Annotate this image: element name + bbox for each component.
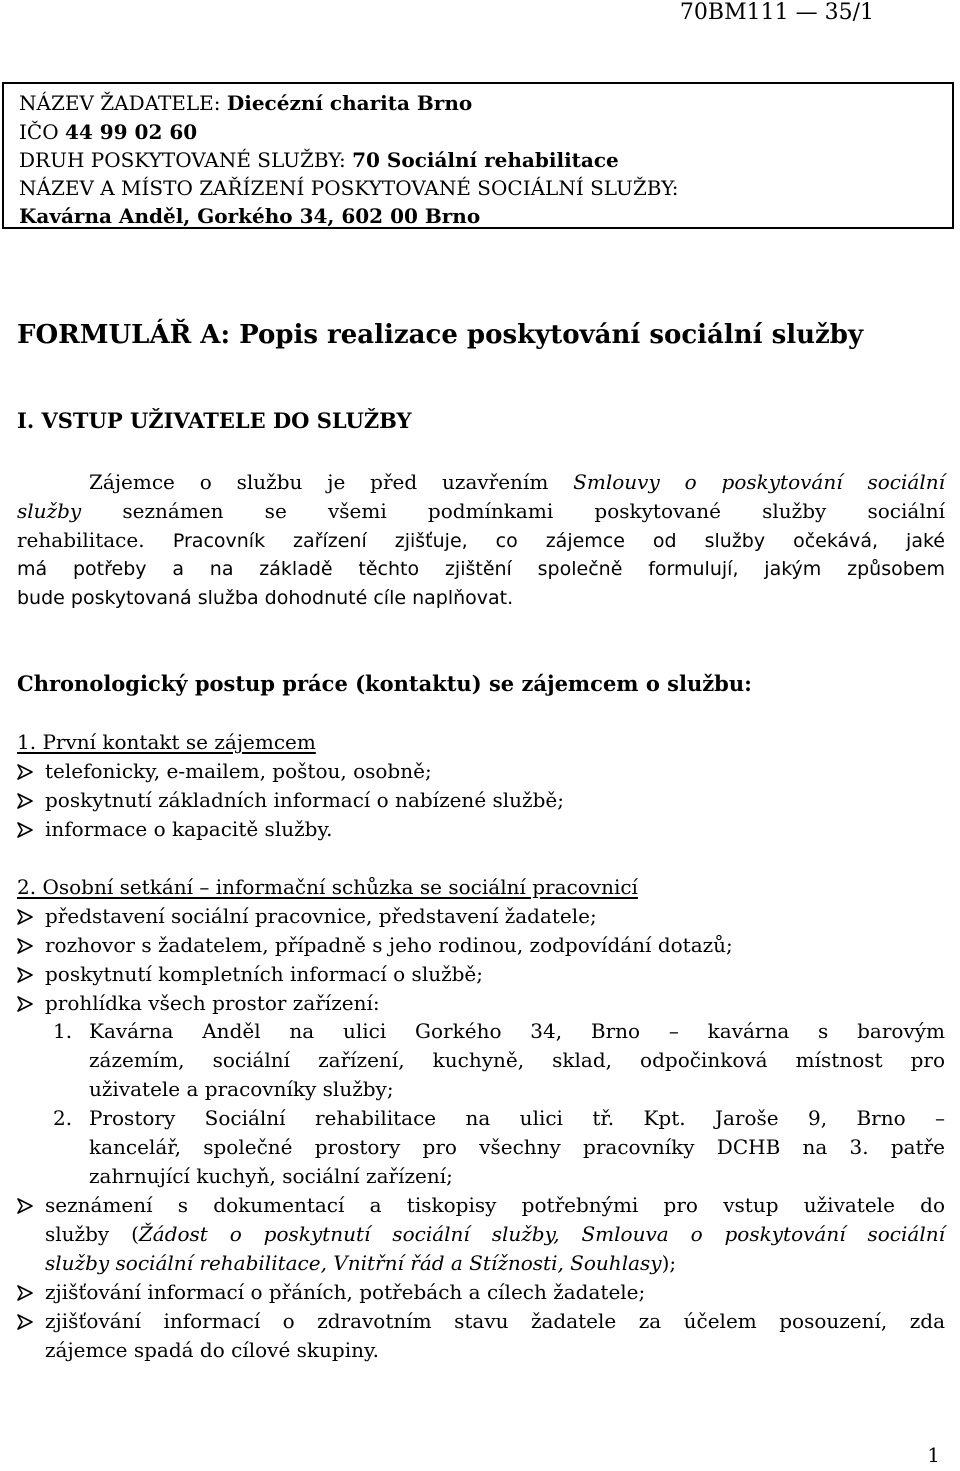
list-item-text: služby ( (45, 1222, 139, 1246)
paragraph-text: Zájemce o službu je před uzavřením (89, 470, 574, 494)
arrow-bullet-icon (17, 822, 33, 838)
applicant-name-line (19, 89, 472, 118)
arrow-bullet-icon (17, 938, 33, 954)
sub-item-number: 2. (53, 1106, 73, 1130)
arrow-bullet-icon (17, 764, 33, 780)
list-item-cont: zájemce spadá do cílové skupiny. (45, 1338, 380, 1362)
paragraph-line: má potřeby a na základě těchto zjištění společně formulují, jakým způsobem (17, 558, 945, 580)
sub-item-line: uživatele a pracovníky služby; (89, 1077, 394, 1101)
list-item: zjišťování informací o zdravotním stavu žadatele za účelem posouzení, zda (45, 1309, 945, 1333)
sub-item-line: kancelář, společné prostory pro všechny pracovníky DCHB na 3. patře (89, 1135, 945, 1159)
arrow-bullet-icon (17, 1198, 33, 1214)
document-names: Žádost o poskytnutí sociální služby, Smlouva o poskytování sociální (138, 1222, 945, 1246)
list-item-cont (45, 1220, 945, 1249)
ico-line (19, 118, 197, 147)
applicant-name-label: NÁZEV ŽADATELE: (19, 91, 227, 115)
applicant-name-value: Diecézní charita Brno (226, 91, 473, 115)
list-item-cont (45, 1249, 676, 1278)
ico-value: 44 99 02 60 (64, 120, 198, 144)
ico-label: IČO (19, 120, 65, 144)
list-item: seznámení s dokumentací a tiskopisy potřebnými pro vstup uživatele do (45, 1193, 945, 1217)
facility-label: NÁZEV A MÍSTO ZAŘÍZENÍ POSKYTOVANÉ SOCIÁLNÍ SLUŽBY: (19, 176, 679, 200)
service-type-value: 70 Sociální rehabilitace (352, 148, 619, 172)
sub-item-line: zahrnující kuchyň, sociální zařízení; (89, 1164, 453, 1188)
step1-title: 1. První kontakt se zájemcem (17, 730, 316, 754)
paragraph-text: seznámen se všemi podmínkami poskytované služby sociální (81, 499, 945, 523)
sub-item-line: Kavárna Anděl na ulici Gorkého 34, Brno – kavárna s barovým (89, 1019, 945, 1043)
list-item: poskytnutí kompletních informací o službě; (45, 962, 484, 986)
step2-title: 2. Osobní setkání – informační schůzka se sociální pracovnicí (17, 875, 638, 899)
list-item-text: ); (661, 1251, 677, 1275)
list-item: zjišťování informací o přáních, potřebách a cílech žadatele; (45, 1280, 646, 1304)
paragraph-text-sans: Pracovník zařízení zjišťuje, co zájemce od služby očekává, jaké (172, 530, 945, 552)
document-code: 70BM111 — 35/1 (679, 0, 874, 25)
arrow-bullet-icon (17, 1314, 33, 1330)
arrow-bullet-icon (17, 967, 33, 983)
arrow-bullet-icon (17, 909, 33, 925)
service-type-line (19, 146, 619, 175)
service-type-label: DRUH POSKYTOVANÉ SLUŽBY: (19, 148, 353, 172)
section-title: I. VSTUP UŽIVATELE DO SLUŽBY (17, 408, 412, 433)
arrow-bullet-icon (17, 793, 33, 809)
contract-name: Smlouvy o poskytování sociální (573, 470, 945, 494)
list-item: poskytnutí základních informací o nabízené službě; (45, 788, 564, 812)
paragraph-line (17, 526, 945, 555)
sub-item-line: Prostory Sociální rehabilitace na ulici tř. Kpt. Jaroše 9, Brno – (89, 1106, 945, 1130)
form-title: FORMULÁŘ A: Popis realizace poskytování sociální služby (17, 320, 864, 350)
list-item: informace o kapacitě služby. (45, 817, 333, 841)
arrow-bullet-icon (17, 996, 33, 1012)
paragraph-line: bude poskytovaná služba dohodnuté cíle naplňovat. (17, 587, 514, 609)
applicant-info-box (2, 82, 954, 229)
sub-item-number: 1. (53, 1019, 73, 1043)
paragraph-line (17, 468, 945, 497)
paragraph-text: rehabilitace. (17, 528, 173, 552)
arrow-bullet-icon (17, 1285, 33, 1301)
list-item: rozhovor s žadatelem, případně s jeho rodinou, zodpovídání dotazů; (45, 933, 733, 957)
facility-value: Kavárna Anděl, Gorkého 34, 602 00 Brno (19, 204, 481, 228)
document-names: služby sociální rehabilitace, Vnitřní řád a Stížnosti, Souhlasy (45, 1251, 662, 1275)
paragraph-line (17, 497, 945, 526)
list-item: prohlídka všech prostor zařízení: (45, 991, 380, 1015)
list-item: představení sociální pracovnice, představení žadatele; (45, 904, 597, 928)
page-number: 1 (927, 1443, 940, 1467)
list-item: telefonicky, e-mailem, poštou, osobně; (45, 759, 432, 783)
contract-name-cont: služby (17, 499, 82, 523)
sub-item-line: zázemím, sociální zařízení, kuchyně, sklad, odpočinková místnost pro (89, 1048, 945, 1072)
chronology-title: Chronologický postup práce (kontaktu) se zájemcem o službu: (17, 671, 752, 696)
